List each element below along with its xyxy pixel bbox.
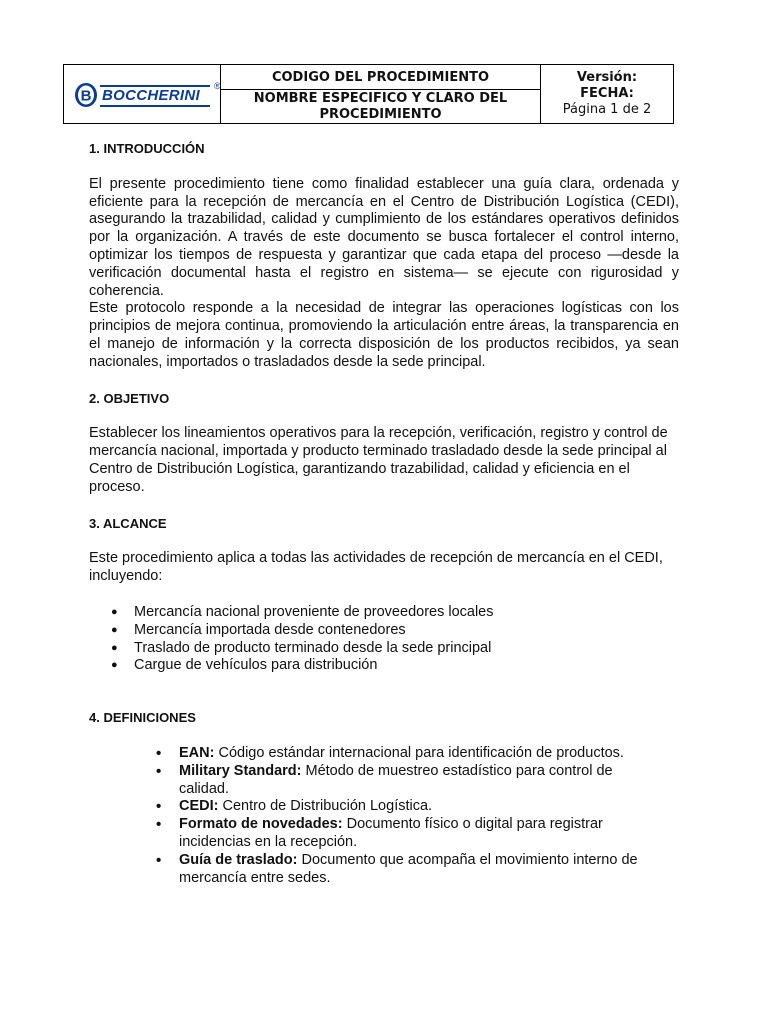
definition-item — [89, 816, 649, 852]
procedure-title-cell — [221, 65, 541, 123]
list-item: ● Mercancía nacional proveniente de proveedores locales — [111, 603, 494, 620]
procedure-name: NOMBRE ESPECIFICO Y CLARO DEL PROCEDIMIENTO — [253, 90, 508, 122]
objective-paragraph: Establecer los lineamientos operativos para la recepción, verificación, registro y control de mercancía nacional, importada y producto terminado trasladado desde la sede principal al Centro de Distribución Logística, garantizando trazabilidad, calidad y eficiencia en el proceso. — [89, 425, 668, 495]
bullet-icon: • — [156, 762, 162, 780]
definition-item — [89, 745, 649, 763]
document-header — [63, 64, 674, 124]
definition-term: Military Standard: — [179, 762, 302, 779]
logo-cell — [64, 65, 221, 123]
logo-text: BOCCHERINI — [102, 87, 201, 104]
bullet-icon: • — [156, 798, 162, 816]
logo-bottom-line — [100, 105, 210, 107]
definition-desc: Documento físico o digital para registrar incidencias en la recepción. — [179, 816, 603, 850]
logo-mark-icon — [74, 81, 100, 109]
date-label: FECHA: — [580, 86, 634, 101]
definition-desc: Código estándar internacional para identificación de productos. — [214, 744, 624, 761]
intro-paragraph-2: Este protocolo responde a la necesidad de integrar las operaciones logísticas con los principios de mejora continua, promoviendo la articulación entre áreas, la transparencia en el manejo de información y la correcta disposición de los productos recibidos, ya sean nacionales, importados o trasladados desde la sede principal. — [89, 300, 679, 370]
page-number: Página 1 de 2 — [562, 102, 652, 117]
bullet-icon: ● — [111, 659, 118, 672]
bullet-icon: • — [156, 744, 162, 762]
definition-desc: Método de muestreo estadístico para control de calidad. — [179, 762, 613, 797]
definition-item — [89, 763, 649, 799]
document-body — [89, 138, 679, 887]
definition-term: Guía de traslado: — [179, 851, 298, 868]
list-item: ● Traslado de producto terminado desde la sede principal — [111, 639, 492, 656]
procedure-code: CODIGO DEL PROCEDIMIENTO — [221, 65, 540, 90]
version-label: Versión: — [576, 70, 638, 85]
definition-term: CEDI: — [179, 798, 219, 815]
definition-desc: Documento que acompaña el movimiento interno de mercancía entre sedes. — [179, 851, 638, 886]
intro-paragraph-1: El presente procedimiento tiene como finalidad establecer una guía clara, ordenada y eficiente para la recepción de mercancía en el Centro de Distribución Logística (CEDI), asegurando la trazabilidad, calidad y cumplimiento de los estándares operativos definidos por la organización. A través de este documento se busca fortalecer el control interno, optimizar los tiempos de respuesta y garantizar que cada etapa del proceso —desde la verificación documental hasta el registro en sistema— se ejecute con rigurosidad y coherencia. — [89, 175, 679, 299]
scope-paragraph: Este procedimiento aplica a todas las actividades de recepción de mercancía en el CEDI, incluyendo: — [89, 550, 663, 585]
version-cell — [541, 65, 673, 123]
definition-desc: Centro de Distribución Logística. — [218, 798, 433, 815]
bullet-icon: ● — [111, 623, 118, 636]
bullet-icon: • — [156, 816, 162, 834]
section-title-objective: 2. OBJETIVO — [89, 390, 170, 406]
definition-item — [89, 798, 649, 816]
definition-term: Formato de novedades: — [179, 816, 343, 833]
section-title-definitions: 4. DEFINICIONES — [89, 710, 196, 726]
registered-mark: ® — [214, 81, 221, 91]
section-title-intro: 1. INTRODUCCIÓN — [89, 141, 205, 156]
definitions-list — [89, 745, 649, 887]
section-title-scope: 3. ALCANCE — [89, 515, 167, 531]
boccherini-logo — [74, 79, 221, 111]
svg-text:B: B — [80, 87, 92, 105]
bullet-icon: ● — [111, 641, 118, 654]
list-item: ● Mercancía importada desde contenedores — [111, 621, 406, 638]
definition-item — [89, 852, 649, 888]
bullet-icon: • — [156, 851, 162, 869]
definition-term: EAN: — [179, 744, 215, 761]
bullet-icon: ● — [111, 605, 118, 618]
list-item: ● Cargue de vehículos para distribución — [111, 657, 378, 674]
scope-list — [89, 604, 679, 675]
